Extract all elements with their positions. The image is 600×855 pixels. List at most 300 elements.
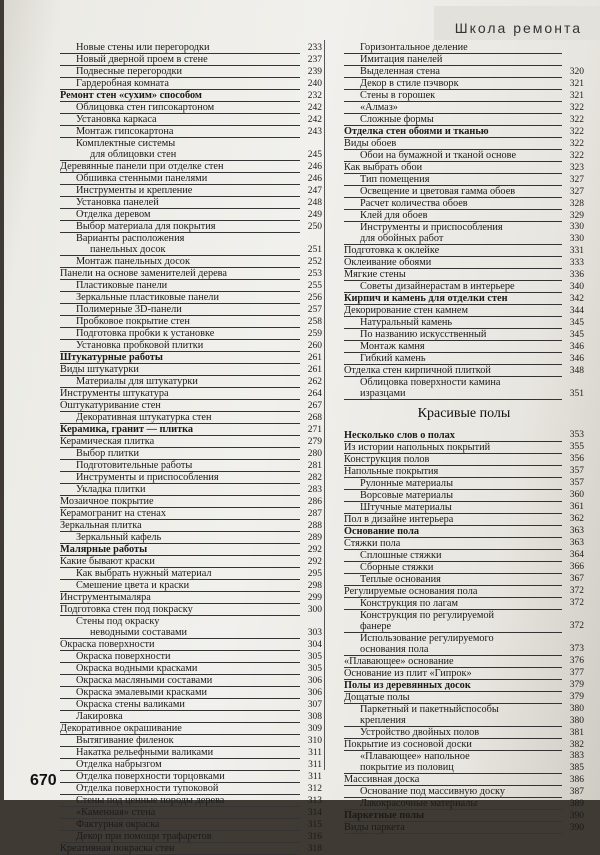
toc-entry-page: 310 — [307, 735, 322, 746]
toc-entry-page: 250 — [307, 221, 322, 232]
toc-entry — [60, 197, 322, 209]
toc-entry-page: 364 — [569, 550, 584, 561]
toc-entry — [60, 699, 322, 711]
toc-entry — [60, 460, 322, 472]
toc-entry — [344, 704, 584, 715]
toc-entry — [60, 651, 322, 663]
toc-entry — [344, 810, 584, 822]
toc-entry-title: Инструменты и крепление — [60, 185, 300, 197]
toc-entry — [60, 735, 322, 747]
toc-entry-page: 305 — [307, 651, 322, 662]
toc-entry — [344, 762, 584, 774]
toc-entry-title: По названию искусственный — [344, 329, 562, 341]
toc-entry — [344, 526, 584, 538]
toc-entry-page: 246 — [307, 173, 322, 184]
toc-entry-title: Окраска водными красками — [60, 663, 300, 675]
toc-left-column — [60, 42, 322, 855]
toc-entry-title: Установка панелей — [60, 197, 300, 209]
toc-entry-page: 308 — [307, 711, 322, 722]
toc-entry — [344, 562, 584, 574]
toc-entry — [60, 185, 322, 197]
toc-entry-title: Монтаж гипсокартона — [60, 126, 300, 138]
toc-entry-page: 390 — [569, 810, 584, 821]
toc-entry-page: 366 — [569, 562, 584, 573]
toc-entry — [344, 388, 584, 400]
toc-entry-page: 357 — [569, 478, 584, 489]
toc-entry-title: Конструкция по регулируемой — [360, 609, 494, 621]
toc-entry-page: 245 — [307, 149, 322, 160]
toc-entry-page: 242 — [307, 114, 322, 125]
toc-entry — [344, 430, 584, 442]
toc-entry — [60, 580, 322, 592]
toc-entry-title: Материалы для штукатурки — [60, 376, 300, 388]
toc-entry-title: Инструменты и приспособления — [60, 472, 300, 484]
toc-entry-page: 298 — [307, 580, 322, 591]
toc-entry-title: Расчет количества обоев — [344, 198, 562, 210]
toc-entry-title: Как выбрать нужный материал — [60, 568, 300, 580]
toc-entry-title: Зеркальные пластиковые панели — [60, 292, 300, 304]
toc-entry-title: Имитация панелей — [344, 54, 562, 66]
toc-entry-page: 327 — [569, 186, 584, 197]
toc-entry-page: 271 — [307, 424, 322, 435]
toc-entry — [344, 78, 584, 90]
toc-entry — [60, 747, 322, 759]
toc-entry-title: Пробковое покрытие стен — [60, 316, 300, 328]
toc-entry-title: Оштукатуривание стен — [60, 400, 300, 412]
toc-entry — [60, 221, 322, 233]
toc-entry-title: Горизонтальное деление — [344, 42, 562, 54]
toc-entry-title: Рулонные материалы — [344, 478, 562, 490]
toc-entry-page: 330 — [569, 222, 584, 232]
toc-entry-title: Пол в дизайне интерьера — [344, 514, 562, 526]
toc-entry-page: 253 — [307, 268, 322, 279]
toc-entry-title: Декоративная штукатурка стен — [60, 412, 300, 424]
toc-entry-page: 259 — [307, 328, 322, 339]
toc-entry-title: Регулируемые основания пола — [344, 586, 562, 598]
toc-entry-page: 390 — [569, 822, 584, 833]
toc-entry — [60, 364, 322, 376]
toc-entry-title: Использование регулируемого — [360, 632, 494, 644]
toc-entry-title: Несколько слов о полах — [344, 430, 562, 442]
toc-entry-page: 331 — [569, 246, 584, 256]
toc-entry-page: 267 — [307, 400, 322, 411]
toc-entry-title: фанере — [344, 621, 562, 633]
toc-entry-page: 387 — [569, 786, 584, 797]
toc-entry — [344, 621, 584, 633]
toc-entry-page: 372 — [569, 621, 584, 632]
toc-entry — [60, 114, 322, 126]
toc-entry — [344, 490, 584, 502]
toc-entry-page: 386 — [569, 774, 584, 785]
toc-right-bottom — [344, 430, 584, 835]
toc-entry-page: 383 — [569, 750, 584, 761]
toc-entry-title: Укладка плитки — [60, 484, 300, 496]
toc-entry — [60, 568, 322, 580]
toc-entry — [60, 592, 322, 604]
toc-entry-title: Паркетные полы — [344, 810, 562, 822]
toc-entry-title: Облицовка стен гипсокартоном — [60, 102, 300, 114]
toc-entry-page: 292 — [307, 556, 322, 567]
toc-entry — [60, 819, 322, 831]
toc-entry-title: Керамогранит на стенах — [60, 508, 300, 520]
toc-entry-page: 340 — [569, 282, 584, 292]
toc-entry-page: 318 — [307, 843, 322, 854]
toc-entry-title: Керамика, гранит — плитка — [60, 424, 300, 436]
toc-entry-title: панельных досок — [60, 244, 300, 256]
toc-entry-title: Дощатые полы — [344, 692, 562, 704]
toc-entry-page: 321 — [569, 78, 584, 89]
toc-entry — [344, 656, 584, 668]
toc-entry-page: 328 — [569, 198, 584, 209]
toc-entry — [60, 544, 322, 556]
toc-entry-page: 315 — [307, 819, 322, 830]
toc-entry-page: 336 — [569, 270, 584, 280]
toc-entry-title: неводными составами — [60, 627, 300, 639]
toc-entry — [344, 66, 584, 78]
toc-entry-page: 376 — [569, 656, 584, 667]
toc-entry-title: Основание пола — [344, 526, 562, 538]
toc-entry-page: 372 — [569, 586, 584, 597]
toc-entry-page: 330 — [569, 234, 584, 244]
section-title: Красивые полы — [417, 406, 511, 422]
toc-entry-title: Облицовка поверхности камина — [360, 377, 501, 389]
toc-entry-title: Стяжки пола — [344, 538, 562, 550]
toc-entry-page: 322 — [569, 126, 584, 137]
toc-entry-title: Напольные покрытия — [344, 466, 562, 478]
toc-entry-page: 320 — [569, 66, 584, 77]
toc-entry-title: Стены в горошек — [344, 90, 562, 102]
toc-entry-page: 289 — [307, 532, 322, 543]
toc-entry-page: 299 — [307, 592, 322, 603]
toc-entry-page: 362 — [569, 514, 584, 525]
toc-entry-page: 363 — [569, 526, 584, 537]
toc-entry — [344, 692, 584, 704]
page-number: 670 — [30, 772, 57, 789]
toc-entry-page: 321 — [569, 90, 584, 101]
toc-entry-page: 283 — [307, 484, 322, 495]
toc-entry-page: 282 — [307, 472, 322, 483]
toc-entry — [60, 316, 322, 328]
toc-entry-page: 258 — [307, 316, 322, 327]
toc-entry-title: Отделка набрызгом — [60, 759, 300, 771]
toc-entry-page: 260 — [307, 340, 322, 351]
toc-entry-title: Фактурная окраска — [60, 819, 300, 831]
toc-entry-title: Накатка рельефными валиками — [60, 747, 300, 759]
toc-entry — [344, 269, 584, 281]
toc-entry-page: 256 — [307, 292, 322, 303]
toc-entry — [344, 102, 584, 114]
toc-entry-title: Окраска поверхности — [60, 639, 300, 651]
toc-entry-title: Полимерные 3D-панели — [60, 304, 300, 316]
toc-entry-title: изразцами — [344, 388, 562, 400]
toc-entry — [344, 550, 584, 562]
toc-entry-title: Сборные стяжки — [344, 562, 562, 574]
toc-entry — [344, 162, 584, 174]
toc-entry-title: Смешение цвета и краски — [60, 580, 300, 592]
toc-entry — [344, 442, 584, 454]
toc-entry-page: 373 — [569, 644, 584, 655]
toc-entry-title: для обойных работ — [344, 233, 562, 245]
toc-entry-page: 264 — [307, 388, 322, 399]
toc-entry — [60, 448, 322, 460]
toc-entry-page: 355 — [569, 442, 584, 453]
toc-entry-page: 232 — [307, 90, 322, 101]
toc-entry-page: 323 — [569, 162, 584, 173]
toc-entry — [60, 687, 322, 699]
toc-entry-page: 348 — [569, 366, 584, 376]
toc-entry — [344, 353, 584, 365]
toc-entry-title: Декор при помощи трафаретов — [60, 831, 300, 843]
toc-entry-title: Подготовка стен под покраску — [60, 604, 300, 616]
toc-entry-title: Массивная доска — [344, 774, 562, 786]
toc-entry — [344, 774, 584, 786]
toc-entry-page: 379 — [569, 692, 584, 703]
toc-entry-page: 363 — [569, 538, 584, 549]
toc-entry — [60, 54, 322, 66]
toc-entry-title: Обшивка стенными панелями — [60, 173, 300, 185]
toc-entry — [344, 751, 584, 762]
toc-entry-title: Сложные формы — [344, 114, 562, 126]
toc-entry — [344, 42, 584, 54]
toc-entry — [344, 126, 584, 138]
column-divider — [324, 40, 325, 770]
toc-entry — [60, 400, 322, 412]
toc-entry — [60, 244, 322, 256]
toc-entry — [344, 222, 584, 233]
toc-entry-title: Монтаж камня — [344, 341, 562, 353]
toc-entry-title: Подготовка к оклейке — [344, 245, 562, 257]
toc-entry — [344, 317, 584, 329]
toc-entry-title: Натуральный камень — [344, 317, 562, 329]
toc-entry-title: Установка каркаса — [60, 114, 300, 126]
toc-entry-page: 346 — [569, 342, 584, 352]
toc-entry-page: 281 — [307, 460, 322, 471]
toc-entry-title: Полы из деревянных досок — [344, 680, 562, 692]
toc-entry-title: Обои на бумажной и тканой основе — [344, 150, 562, 162]
toc-entry — [344, 502, 584, 514]
toc-entry — [60, 795, 322, 807]
toc-entry — [60, 496, 322, 508]
toc-entry-page: 389 — [569, 798, 584, 809]
toc-entry-page: 303 — [307, 627, 322, 638]
toc-entry-title: Мозаичное покрытие — [60, 496, 300, 508]
toc-entry-page: 249 — [307, 209, 322, 220]
toc-entry — [344, 365, 584, 377]
toc-entry-title: Пластиковые панели — [60, 280, 300, 292]
toc-entry — [344, 245, 584, 257]
toc-entry — [60, 340, 322, 352]
toc-entry-page: 295 — [307, 568, 322, 579]
toc-entry-page: 346 — [569, 354, 584, 364]
toc-entry-title: Окраска эмалевыми красками — [60, 687, 300, 699]
toc-entry — [60, 376, 322, 388]
toc-entry — [344, 341, 584, 353]
toc-entry-page: 292 — [307, 544, 322, 555]
toc-entry — [60, 161, 322, 173]
toc-entry-page: 327 — [569, 174, 584, 185]
toc-entry-page: 351 — [569, 389, 584, 399]
toc-entry — [344, 598, 584, 610]
toc-entry-page: 286 — [307, 496, 322, 507]
toc-entry-title: Декорирование стен камнем — [344, 305, 562, 317]
toc-entry-title: Ворсовые материалы — [344, 490, 562, 502]
toc-entry-title: Освещение и цветовая гамма обоев — [344, 186, 562, 198]
toc-entry-page: 304 — [307, 639, 322, 650]
toc-entry-title: Окраска поверхности — [60, 651, 300, 663]
toc-entry-page: 385 — [569, 762, 584, 773]
toc-entry — [60, 388, 322, 400]
toc-entry — [344, 786, 584, 798]
toc-entry-title: Конструкция по лагам — [344, 598, 562, 610]
toc-entry-title: для облицовки стен — [60, 149, 300, 161]
toc-entry — [344, 305, 584, 317]
toc-entry-title: Зеркальный кафель — [60, 532, 300, 544]
toc-entry-title: покрытие из половиц — [344, 762, 562, 774]
toc-entry-title: Тип помещения — [344, 174, 562, 186]
toc-entry-page: 262 — [307, 376, 322, 387]
toc-entry — [344, 454, 584, 466]
toc-entry-title: Отделка поверхности торцовками — [60, 771, 300, 783]
toc-entry — [60, 209, 322, 221]
toc-entry-title: Паркетный и пакетныйспособы — [360, 703, 499, 715]
header-band — [434, 6, 600, 40]
toc-entry-title: Какие бывают краски — [60, 556, 300, 568]
toc-entry — [344, 668, 584, 680]
toc-entry-title: Виды паркета — [344, 822, 562, 834]
toc-entry-title: Из истории напольных покрытий — [344, 442, 562, 454]
toc-entry-page: 248 — [307, 197, 322, 208]
toc-entry — [60, 759, 322, 771]
toc-entry — [60, 102, 322, 114]
toc-entry — [60, 663, 322, 675]
toc-entry-page: 261 — [307, 364, 322, 375]
toc-entry — [344, 281, 584, 293]
toc-entry-title: Основание из плит «Гипрок» — [344, 668, 562, 680]
toc-entry-page: 300 — [307, 604, 322, 615]
toc-entry-title: Выбор материала для покрытия — [60, 221, 300, 233]
toc-entry-title: Выбор плитки — [60, 448, 300, 460]
toc-right-top — [344, 42, 584, 400]
toc-entry-page: 279 — [307, 436, 322, 447]
toc-entry — [60, 472, 322, 484]
toc-entry-title: Малярные работы — [60, 544, 300, 556]
toc-entry-title: Установка пробковой плитки — [60, 340, 300, 352]
toc-entry — [60, 520, 322, 532]
toc-entry-title: Стены под ценные породы дерева — [60, 795, 300, 807]
toc-entry-page: 243 — [307, 126, 322, 137]
toc-entry — [344, 138, 584, 150]
toc-entry — [60, 138, 322, 149]
toc-entry-page: 306 — [307, 675, 322, 686]
toc-entry-title: Отделка стен обоями и тканью — [344, 126, 562, 138]
toc-entry — [344, 633, 584, 644]
toc-entry-page: 311 — [308, 747, 322, 758]
toc-entry-page: 316 — [307, 831, 322, 842]
toc-entry-title: Керамическая плитка — [60, 436, 300, 448]
toc-entry-title: Инструменты и приспособления — [360, 222, 503, 234]
toc-entry-title: Деревянные панели при отделке стен — [60, 161, 300, 173]
toc-entry — [60, 831, 322, 843]
toc-entry-page: 361 — [569, 502, 584, 513]
toc-entry — [60, 711, 322, 723]
toc-entry — [60, 484, 322, 496]
toc-entry-page: 329 — [569, 210, 584, 221]
toc-entry — [344, 680, 584, 692]
toc-entry — [344, 538, 584, 550]
toc-entry-page: 280 — [307, 448, 322, 459]
toc-entry-page: 322 — [569, 102, 584, 113]
toc-entry-title: Варианты расположения — [76, 233, 185, 244]
toc-entry-page: 356 — [569, 454, 584, 465]
toc-entry — [344, 574, 584, 586]
toc-entry-title: Советы дизайнерастам в интерьере — [344, 281, 562, 293]
toc-entry-page: 345 — [569, 330, 584, 340]
toc-entry — [344, 644, 584, 656]
toc-entry-page: 380 — [569, 703, 584, 714]
toc-entry — [344, 586, 584, 598]
toc-entry — [60, 639, 322, 651]
toc-entry-page: 251 — [307, 244, 322, 255]
toc-entry-page: 360 — [569, 490, 584, 501]
toc-entry-page: 255 — [307, 280, 322, 291]
toc-entry — [60, 412, 322, 424]
toc-entry-page: 353 — [569, 430, 584, 441]
toc-entry — [60, 771, 322, 783]
toc-entry — [60, 126, 322, 138]
toc-entry-title: Гибкий камень — [344, 353, 562, 365]
toc-entry-title: «Плавающее» основание — [344, 656, 562, 668]
toc-entry-page: 242 — [307, 102, 322, 113]
book-page — [4, 0, 600, 854]
toc-entry — [60, 280, 322, 292]
toc-entry-title: Клей для обоев — [344, 210, 562, 222]
toc-entry-page: 307 — [307, 699, 322, 710]
toc-entry-page: 344 — [569, 306, 584, 316]
toc-entry-title: Подготовительные работы — [60, 460, 300, 472]
toc-right-column — [344, 42, 584, 834]
toc-entry-title: Окраска стены валиками — [60, 699, 300, 711]
toc-entry — [60, 256, 322, 268]
toc-entry-page: 257 — [307, 304, 322, 315]
toc-entry — [60, 352, 322, 364]
toc-entry — [344, 233, 584, 245]
toc-entry-title: Отделка стен кирпичной плиткой — [344, 365, 562, 377]
toc-entry-page: 240 — [307, 78, 322, 89]
toc-entry-page: 380 — [569, 715, 584, 726]
toc-entry-title: Кирпич и камень для отделки стен — [344, 293, 562, 305]
toc-entry — [344, 186, 584, 198]
toc-entry-page: 247 — [307, 185, 322, 196]
toc-entry — [60, 66, 322, 78]
toc-entry-title: Ремонт стен «сухим» способом — [60, 90, 300, 102]
toc-entry-page: 367 — [569, 574, 584, 585]
toc-entry-title: Инструменты штукатура — [60, 388, 300, 400]
toc-entry-title: Стены под окраску — [76, 616, 160, 627]
toc-entry-title: Мягкие стены — [344, 269, 562, 281]
toc-entry-title: Устройство двойных полов — [344, 727, 562, 739]
toc-entry-title: Штукатурные работы — [60, 352, 300, 364]
toc-entry-title: Основание под массивную доску — [344, 786, 562, 798]
toc-entry-page: 246 — [307, 161, 322, 172]
toc-entry-page: 382 — [569, 739, 584, 750]
toc-entry — [60, 675, 322, 687]
toc-entry — [344, 114, 584, 126]
toc-entry-title: Штучные материалы — [344, 502, 562, 514]
toc-entry-page: 252 — [307, 256, 322, 267]
toc-entry — [60, 783, 322, 795]
toc-entry-page: 233 — [307, 42, 322, 53]
toc-entry-title: «Каменная» стена — [60, 807, 300, 819]
